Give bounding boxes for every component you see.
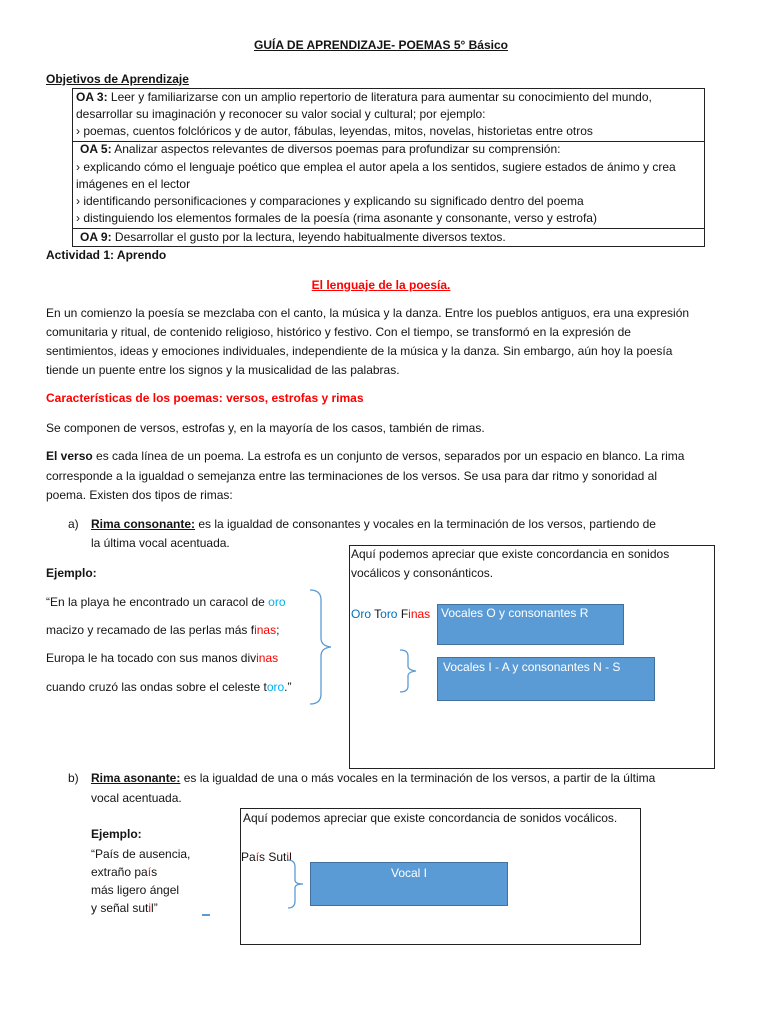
- rhyme-word-part: s Sut: [259, 850, 287, 864]
- curly-brace-icon: [286, 858, 308, 910]
- poem-line: [91, 882, 179, 899]
- box-text-line: vocálicos y consonánticos.: [351, 566, 494, 580]
- poem-line: [46, 650, 278, 667]
- box-text-line: Aquí podemos apreciar que existe concordancia en sonidos: [351, 547, 670, 561]
- box-text-line: Aquí podemos apreciar que existe concordancia de sonidos vocálicos.: [243, 811, 618, 825]
- poem-text: y señal sut: [91, 901, 149, 915]
- poem-text: macizo y recamado de las perlas más f: [46, 623, 255, 637]
- verse-paragraph-line: poema. Existen dos tipos de rimas:: [46, 488, 233, 502]
- verse-paragraph-line: corresponde a la igualdad o semejanza entre las terminaciones de los versos. Se usa para dar ritmo y sonoridad al: [46, 469, 658, 483]
- rhyme-word-part: Oro: [351, 607, 372, 621]
- objective-code: OA 3:: [76, 90, 108, 104]
- document-title: GUÍA DE APRENDIZAJE- POEMAS 5° Básico: [254, 38, 508, 52]
- rhyme-definition-text: es la igualdad de una o más vocales en la terminación de los versos, a partir de la última: [180, 771, 656, 785]
- tag-label: Vocales I - A y consonantes N - S: [443, 660, 621, 674]
- objective-code: OA 5:: [80, 142, 112, 156]
- poem-text: “En la playa he encontrado un caracol de: [46, 595, 269, 609]
- rhyme-definition-text: es la igualdad de consonantes y vocales en la terminación de los versos, partiendo de: [195, 517, 656, 531]
- objective-oa3-line: [76, 89, 652, 106]
- poem-text: l”: [151, 901, 158, 915]
- rhyme-word-part: l: [289, 850, 292, 864]
- poem-line: [46, 622, 279, 639]
- rhyme-ending: inas: [254, 623, 277, 637]
- rhyme-word-part: T: [371, 607, 381, 621]
- poem-line: [46, 679, 292, 696]
- objective-text: Desarrollar el gusto por la lectura, leyendo habitualmente diversos textos.: [111, 230, 506, 244]
- vowel-consonant-tag: [437, 657, 655, 701]
- list-marker-a: a): [68, 517, 79, 531]
- example-label: Ejemplo:: [46, 566, 97, 580]
- verse-text: es cada línea de un poema. La estrofa es un conjunto de versos, separados por un espacio en blanco. La rima: [92, 449, 685, 463]
- rhyme-ending: oro: [266, 680, 285, 694]
- objective-code: OA 9:: [80, 230, 112, 244]
- poem-line: [91, 864, 157, 881]
- objective-bullet: › poemas, cuentos folclóricos y de autor, fábulas, leyendas, mitos, novelas, historietas entre otros: [76, 124, 593, 138]
- objective-bullet: › explicando cómo el lenguaje poético que emplea el autor apela a los sentidos, sugiere estados de ánimo y crea: [76, 160, 676, 174]
- objective-bullet: › identificando personificaciones y comparaciones y explicando su significado dentro del poema: [76, 194, 584, 208]
- vowel-tag: [310, 862, 508, 906]
- rhyme-vowel: í: [147, 865, 152, 879]
- curly-brace-icon: [308, 588, 334, 706]
- objective-text-line: imágenes en el lector: [76, 177, 191, 191]
- tag-label: Vocal I: [390, 866, 428, 880]
- poem-text: .”: [284, 680, 292, 694]
- characteristics-heading: Características de los poemas: versos, estrofas y rimas: [46, 391, 364, 405]
- rhyme-term: Rima consonante:: [91, 517, 196, 531]
- rhyme-term: Rima asonante:: [91, 771, 181, 785]
- rhyme-ending: inas: [256, 651, 279, 665]
- rhyme-words: [351, 606, 430, 623]
- rhyme-word-part: i: [286, 850, 290, 864]
- objective-text-line: desarrollar su imaginación y reconocer su valor social y cultural; por ejemplo:: [76, 107, 486, 121]
- blue-dash-mark: [202, 914, 210, 916]
- verse-term: El verso: [46, 449, 93, 463]
- rhyme-word-part: F: [397, 607, 409, 621]
- rhyme-words: [241, 849, 292, 866]
- poem-text: s: [151, 865, 158, 879]
- rhyme-definition-line: la última vocal acentuada.: [91, 536, 230, 550]
- poem-text: Europa le ha tocado con sus manos div: [46, 651, 257, 665]
- activity-title: Actividad 1: Aprendo: [46, 248, 167, 262]
- poem-text: “País de ausencia,: [91, 847, 191, 861]
- objective-oa9-line: [80, 229, 506, 246]
- poem-line: [91, 846, 190, 863]
- rhyme-word-part: inas: [408, 607, 431, 621]
- objective-oa5-line: [80, 141, 560, 158]
- tag-label: Vocales O y consonantes R: [441, 606, 589, 620]
- example-label: Ejemplo:: [91, 827, 142, 841]
- rhyme-definition-line: vocal acentuada.: [91, 791, 182, 805]
- rhyme-word-part: Pa: [241, 850, 256, 864]
- objective-text: Analizar aspectos relevantes de diversos poemas para profundizar su comprensión:: [111, 142, 561, 156]
- list-marker-b: b): [68, 771, 79, 785]
- poem-text: cuando cruzó las ondas sobre el celeste t: [46, 680, 267, 694]
- composition-line: Se componen de versos, estrofas y, en la mayoría de los casos, también de rimas.: [46, 421, 485, 435]
- rhyme-asonante-definition: [91, 770, 655, 787]
- poem-line: [46, 594, 286, 611]
- rhyme-vowel: i: [148, 901, 152, 915]
- rhyme-word-part: í: [255, 850, 260, 864]
- intro-line: tiende un puente entre los signos y la musicalidad de las palabras.: [46, 363, 400, 377]
- intro-line: En un comienzo la poesía se mezclaba con el canto, la música y la danza. Entre los pueblos antiguos, era una expresión: [46, 306, 690, 320]
- rhyme-word-part: oro: [380, 607, 398, 621]
- rhyme-consonante-definition: [91, 516, 656, 533]
- poem-text: ;: [276, 623, 280, 637]
- lesson-title: El lenguaje de la poesía.: [311, 278, 451, 292]
- vowel-consonant-tag: [437, 604, 624, 645]
- curly-brace-icon: [398, 648, 422, 694]
- objective-bullet: › distinguiendo los elementos formales de la poesía (rima asonante y consonante, verso y estrofa): [76, 211, 597, 225]
- intro-line: sentimientos, ideas y emociones individuales, independiente de la música y la danza. Sin embargo, aún hoy la poesía: [46, 344, 673, 358]
- objective-text: Leer y familiarizarse con un amplio repertorio de literatura para aumentar su conocimiento del mundo,: [107, 90, 652, 104]
- verse-paragraph-line: [46, 448, 684, 465]
- intro-line: comunitaria y ritual, de contenido religioso, histórico y festivo. Con el tiempo, se transformó en la expresión de: [46, 325, 631, 339]
- rhyme-ending: oro: [268, 595, 286, 609]
- poem-line: [91, 900, 158, 917]
- objectives-heading: Objetivos de Aprendizaje: [46, 72, 189, 86]
- poem-text: extraño pa: [91, 865, 148, 879]
- poem-text: más ligero ángel: [91, 883, 180, 897]
